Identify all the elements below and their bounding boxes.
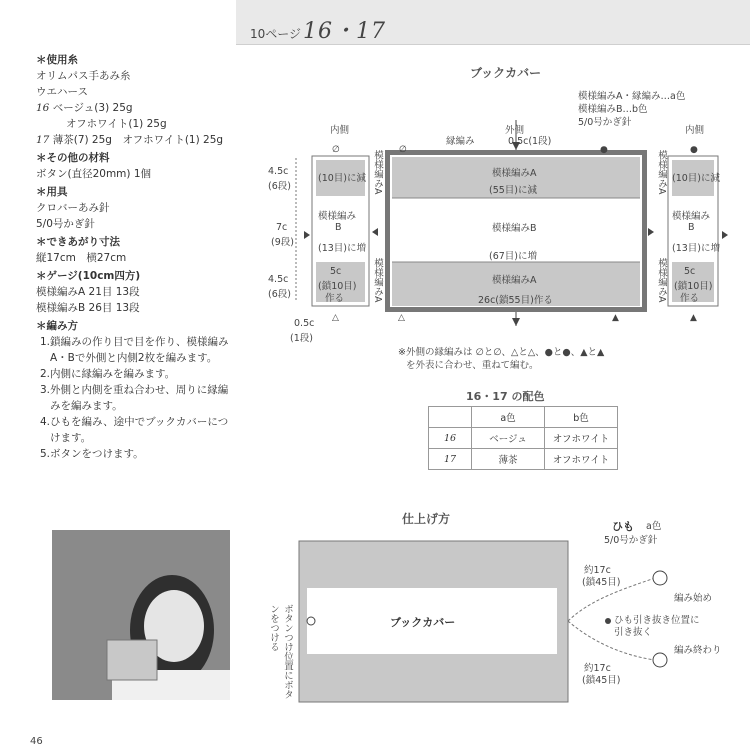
- inner-right-inc: (13目)に増: [672, 243, 721, 254]
- table-cell: 17: [429, 449, 472, 470]
- len-2: 約17c: [584, 663, 611, 674]
- other-heading: ＊その他の材料: [36, 152, 110, 164]
- table-row: [429, 449, 618, 470]
- dim-3b: (6段): [268, 289, 291, 300]
- table-row: [429, 407, 618, 428]
- edge-05-label: 0.5c(1段): [508, 136, 552, 147]
- tools-2: 5/0号かぎ針: [36, 218, 95, 230]
- svg-text:△: △: [398, 313, 405, 323]
- dim-2: 7c: [276, 222, 288, 233]
- len-1: 約17c: [584, 565, 611, 576]
- inner-left-base3: 作る: [325, 293, 345, 304]
- step-2: 2.内側に縁編みを編みます。: [40, 368, 176, 380]
- row-a-bot: 模様編みA: [492, 275, 537, 286]
- inner-right-label: 内側: [685, 125, 705, 136]
- table-cell: ベージュ: [472, 428, 545, 449]
- button-note: ボタンつけ位置にボタンをつける: [268, 604, 293, 699]
- table-cell: 薄茶: [472, 449, 545, 470]
- base-label: 26c(鎖55目)作る: [478, 295, 553, 306]
- colors-table: [428, 406, 618, 470]
- svg-text:▲: ▲: [612, 313, 619, 323]
- string-hook: 5/0号かぎ針: [604, 535, 658, 546]
- table-cell: 16: [429, 428, 472, 449]
- start-label: 編み始め: [674, 593, 713, 604]
- vert-label-2: 模様編みA: [656, 150, 667, 195]
- string-title: ひも: [612, 520, 634, 533]
- yarn-name: ウエハース: [36, 86, 88, 98]
- svg-text:∅: ∅: [332, 145, 340, 155]
- inner-left-b1: 模様編み: [318, 211, 357, 222]
- table-cell: オフホワイト: [545, 449, 618, 470]
- svg-text:∅: ∅: [399, 145, 407, 155]
- tools-heading: ＊用具: [36, 186, 68, 198]
- step-4: 4.ひもを編み、途中でブックカバーにつけます。: [40, 416, 229, 444]
- table-cell: [429, 407, 472, 428]
- table-cell: オフホワイト: [545, 428, 618, 449]
- size-text: 縦17cm 横27cm: [36, 252, 127, 264]
- size-heading: ＊できあがり寸法: [36, 236, 120, 248]
- row-a-dec: (55目)に減: [489, 185, 538, 196]
- outer-label: 外側: [505, 125, 525, 136]
- svg-text:▲: ▲: [690, 313, 697, 323]
- inner-left-dec: (10目)に減: [318, 173, 367, 184]
- model-photo: [52, 530, 230, 700]
- dim-3: 4.5c: [268, 274, 289, 285]
- yarn-brand: オリムパス手あみ糸: [36, 70, 131, 82]
- row-a-top: 模様編みA: [492, 168, 537, 179]
- other-text: ボタン(直径20mm) 1個: [36, 168, 152, 180]
- inner-right-base2: (鎖10目): [674, 281, 713, 292]
- table-cell: a色: [472, 407, 545, 428]
- note-1: ※外側の縁編みは ∅と∅、△と△、●と●、▲と▲: [398, 347, 605, 358]
- string-color: a色: [646, 521, 662, 532]
- inner-left-inc: (13目)に増: [318, 243, 367, 254]
- step-3: 3.外側と内側を重ね合わせ、周りに縁編みを編みます。: [40, 384, 229, 412]
- gauge-b: 模様編みB 26目 13段: [36, 302, 140, 314]
- num-17: 17: [36, 134, 50, 146]
- pull-2: 引き抜く: [614, 627, 653, 638]
- edge-label: 縁編み: [446, 136, 475, 147]
- step-1: 1.鎖編みの作り目で目を作り、模様編み A・Bで外側と内側2枚を編みます。: [40, 336, 229, 364]
- dim-1b: (6段): [268, 181, 291, 192]
- vert-label-1: 模様編みA: [372, 150, 383, 195]
- vert-label-3: 模様編みA: [372, 258, 383, 303]
- yarn-16-2: オフホワイト(1) 25g: [66, 118, 167, 130]
- inner-right-base3: 作る: [680, 293, 700, 304]
- colors-title: 16・17 の配色: [466, 390, 545, 403]
- dim-2b: (9段): [271, 237, 294, 248]
- inner-left-base2: (鎖10目): [318, 281, 357, 292]
- len-1b: (鎖45目): [582, 577, 621, 588]
- bottom-05b: (1段): [290, 333, 313, 344]
- yarn-heading: ＊使用糸: [36, 54, 78, 66]
- table-cell: b色: [545, 407, 618, 428]
- page-prefix: 10ページ: [250, 27, 302, 41]
- note-2: を外表に合わせ、重ねて編む。: [406, 360, 539, 371]
- model-illustration: [52, 530, 230, 700]
- tools-1: クロバーあみ針: [36, 202, 110, 214]
- inner-right-b2: B: [688, 222, 695, 233]
- pull-1: ひも引き抜き位置に: [614, 615, 700, 626]
- svg-text:△: △: [332, 313, 339, 323]
- page-numbers: 16・17: [303, 19, 387, 44]
- step-5: 5.ボタンをつけます。: [40, 448, 144, 460]
- gauge-heading: ＊ゲージ(10cm四方): [36, 270, 141, 282]
- page-number: 46: [30, 736, 43, 747]
- inner-right-base1: 5c: [684, 266, 696, 277]
- table-row: [429, 428, 618, 449]
- inner-left-label: 内側: [330, 125, 350, 136]
- inner-left-base1: 5c: [330, 266, 342, 277]
- num-16: 16: [36, 102, 50, 114]
- inner-right-dec: (10目)に減: [672, 173, 721, 184]
- finish-title: 仕上げ方: [402, 512, 451, 526]
- end-label: 編み終わり: [674, 645, 722, 656]
- gauge-a: 模様編みA 21目 13段: [36, 286, 140, 298]
- row-b: 模様編みB: [492, 223, 537, 234]
- bottom-05: 0.5c: [294, 318, 315, 329]
- vert-label-4: 模様編みA: [656, 258, 667, 303]
- svg-text:●: ●: [600, 145, 608, 155]
- color-note-2: 模様編みB…b色: [578, 104, 648, 115]
- yarn-17-text: 薄茶(7) 25g オフホワイト(1) 25g: [52, 134, 224, 146]
- svg-text:●: ●: [690, 145, 698, 155]
- dim-1: 4.5c: [268, 166, 289, 177]
- howto-heading: ＊編み方: [36, 320, 78, 332]
- len-2b: (鎖45目): [582, 675, 621, 686]
- inner-right-b1: 模様編み: [672, 211, 711, 222]
- diagram-title: ブックカバー: [470, 66, 542, 80]
- color-note-3: 5/0号かぎ針: [578, 117, 632, 128]
- yarn-16-text: ベージュ(3) 25g: [52, 102, 133, 114]
- color-note-1: 模様編みA・縁編み…a色: [578, 91, 686, 102]
- inner-left-b2: B: [335, 222, 342, 233]
- button-icon: [307, 617, 315, 625]
- finish-cover-label: ブックカバー: [390, 616, 456, 629]
- row-b-inc: (67目)に増: [489, 251, 538, 262]
